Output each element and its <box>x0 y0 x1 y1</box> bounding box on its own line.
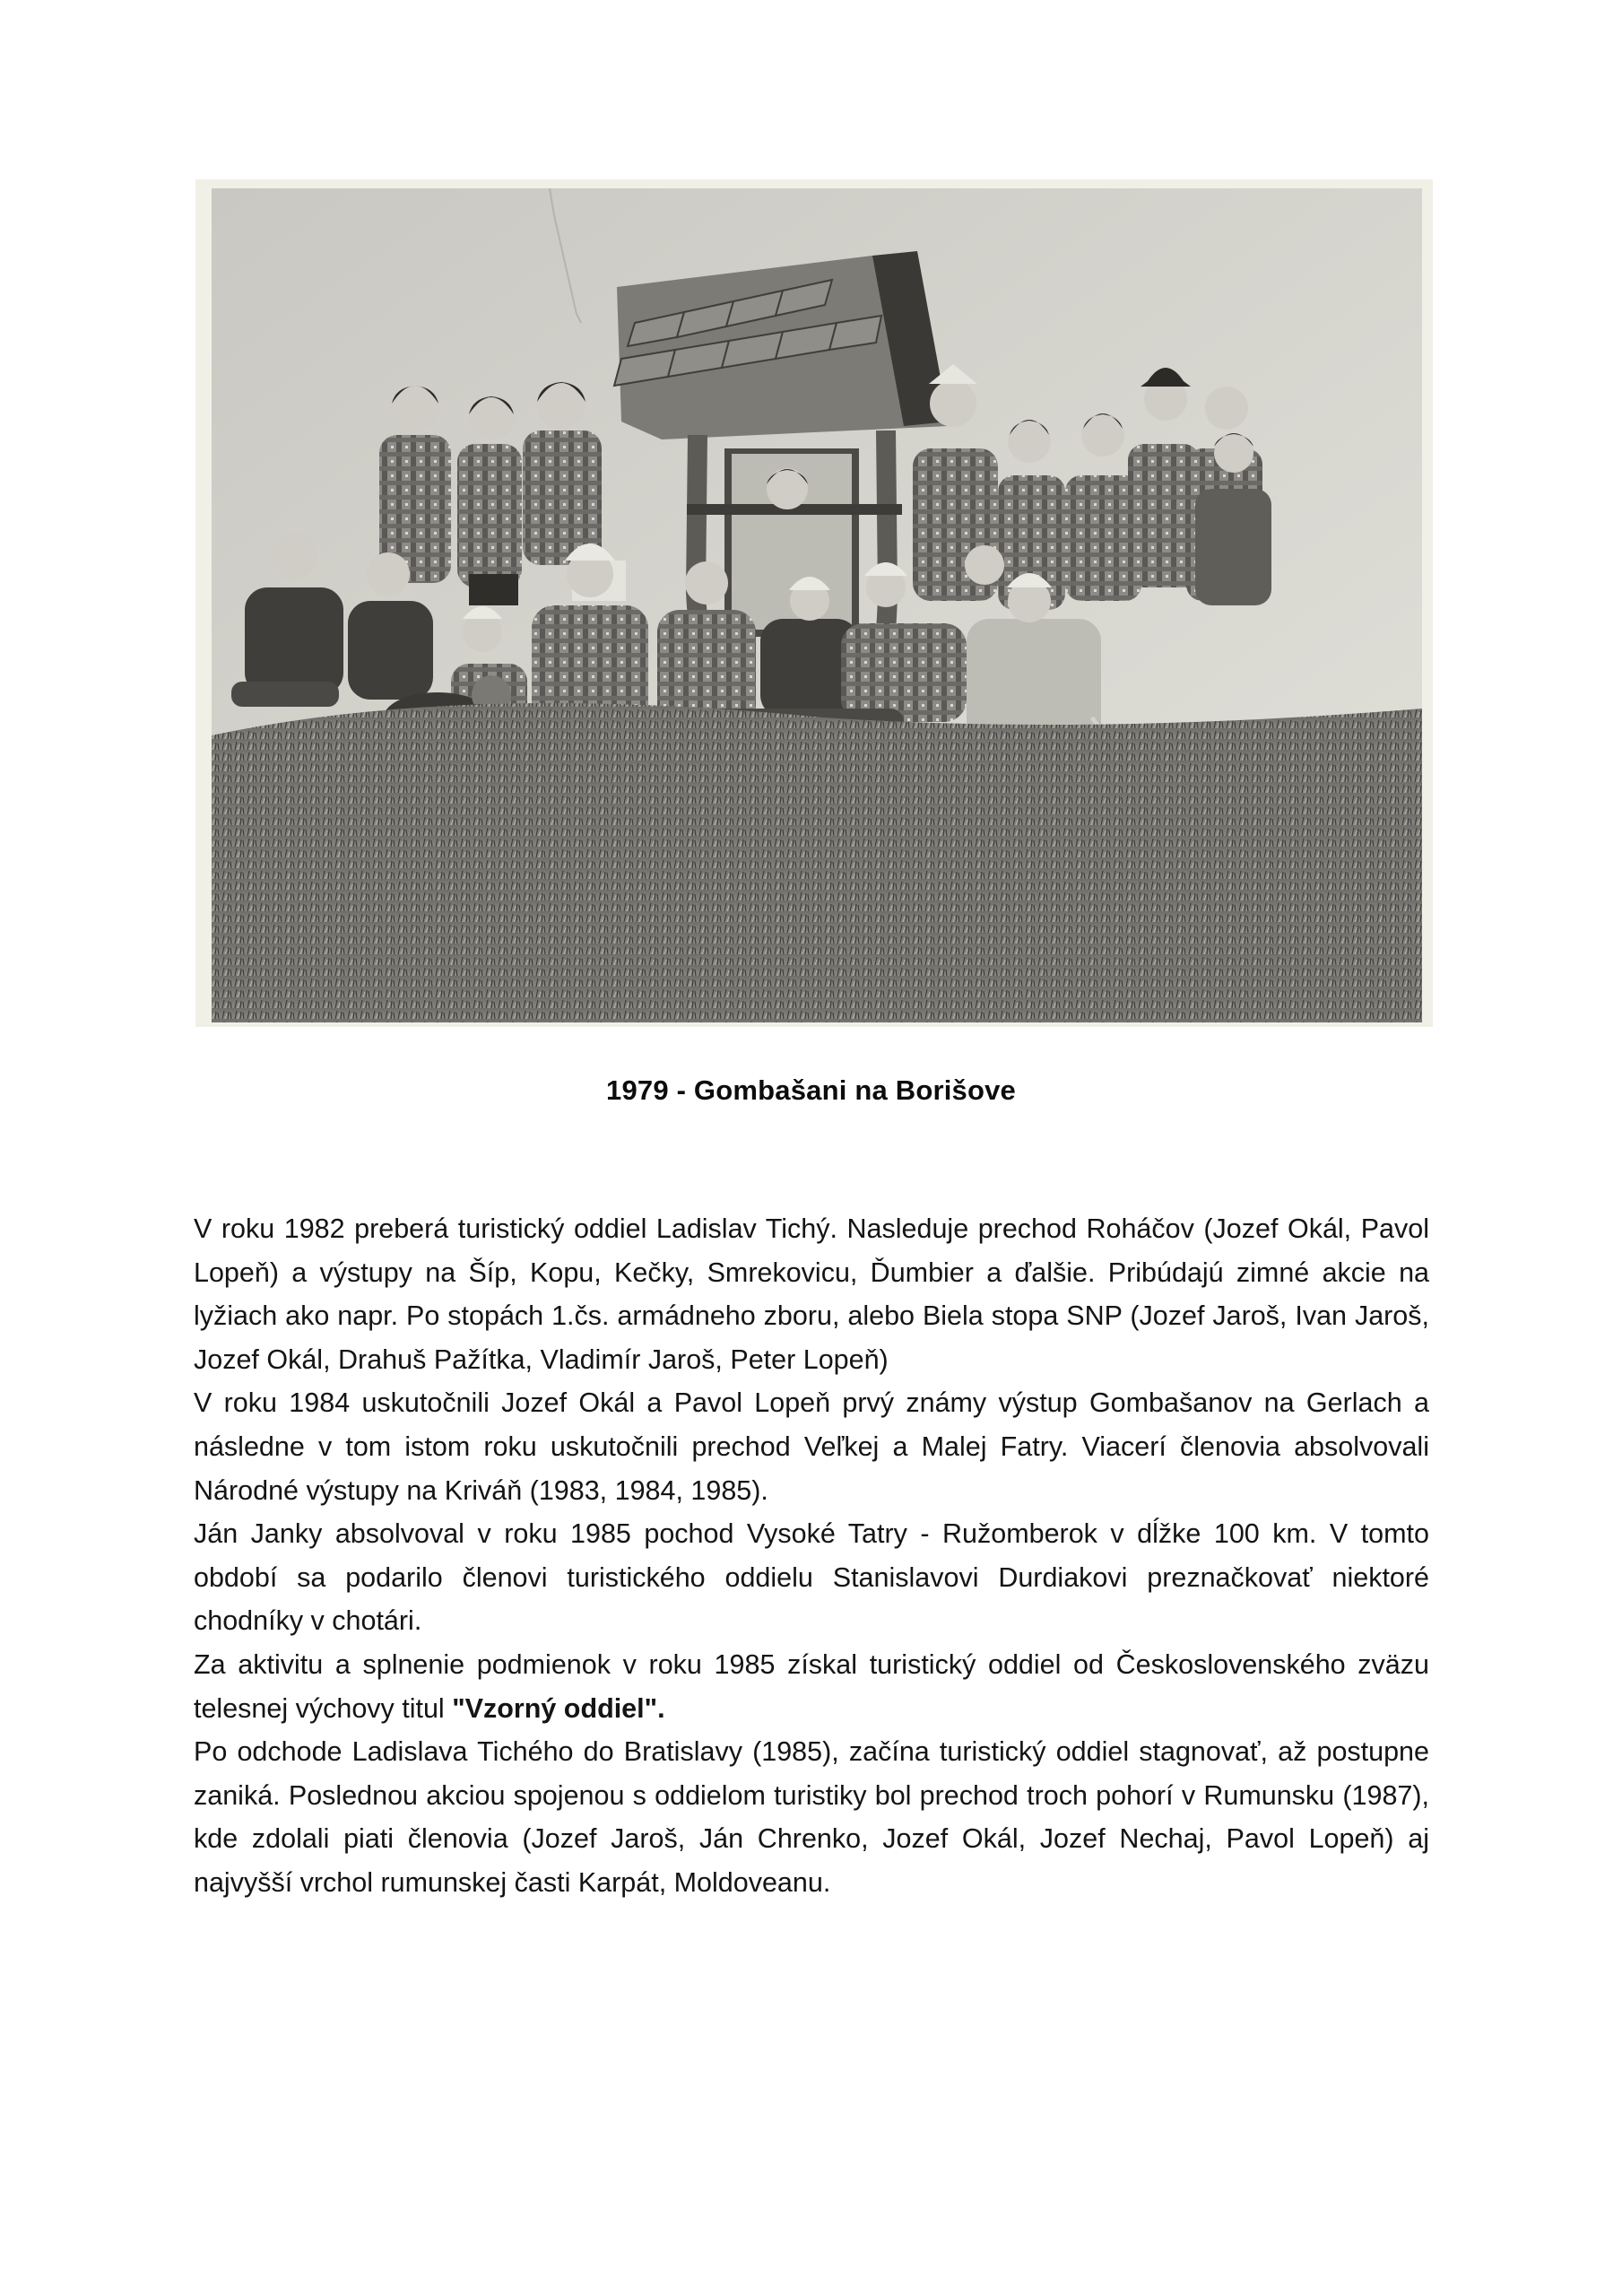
group-photo <box>195 179 1433 1027</box>
photo-caption: 1979 - Gombašani na Borišove <box>606 1074 1016 1106</box>
group-photo-image <box>195 179 1433 1027</box>
paragraph-1: V roku 1982 preberá turistický oddiel Ladislav Tichý. Nasleduje prechod Roháčov (Jozef Okál, Pavol Lopeň) a výstupy na Šíp, Kopu, Kečky, Smrekovicu, Ďumbier a ďalšie. Pribúdajú zimné akcie na lyžiach ako napr. Po stopách 1.čs. armádneho zboru, alebo Biela stopa SNP (Jozef Jaroš, Ivan Jaroš, Jozef Okál, Drahuš Pažítka, Vladimír Jaroš, Peter Lopeň) <box>194 1213 1429 1375</box>
paragraph-3: Ján Janky absolvoval v roku 1985 pochod Vysoké Tatry - Ružomberok v dĺžke 100 km. V tomto období sa podarilo členovi turistického oddielu Stanislavovi Durdiakovi preznačkovať niektoré chodníky v chotári. <box>194 1518 1429 1637</box>
paragraph-4 <box>194 1643 1429 1730</box>
paragraph-5: Po odchode Ladislava Tichého do Bratislavy (1985), začína turistický oddiel stagnovať, až postupne zaniká. Poslednou akciou spojenou s oddielom turistiky bol prechod troch pohorí v Rumunsku (1987), kde zdolali piati členovia (Jozef Jaroš, Ján Chrenko, Jozef Okál, Jozef Nechaj, Pavol Lopeň) aj najvyšší vrchol rumunskej časti Karpát, Moldoveanu. <box>194 1736 1429 1898</box>
award-title: "Vzorný oddiel". <box>452 1692 665 1724</box>
paragraph-4-text: Za aktivitu a splnenie podmienok v roku 1985 získal turistický oddiel od Československého zväzu telesnej výchovy titul <box>194 1648 1429 1724</box>
grass <box>212 703 1422 1022</box>
body-text <box>194 1207 1429 1905</box>
paragraph-2: V roku 1984 uskutočnili Jozef Okál a Pavol Lopeň prvý známy výstup Gombašanov na Gerlach a následne v tom istom roku uskutočnili prechod Veľkej a Malej Fatry. Viacerí členovia absolvovali Národné výstupy na Kriváň (1983, 1984, 1985). <box>194 1387 1429 1506</box>
